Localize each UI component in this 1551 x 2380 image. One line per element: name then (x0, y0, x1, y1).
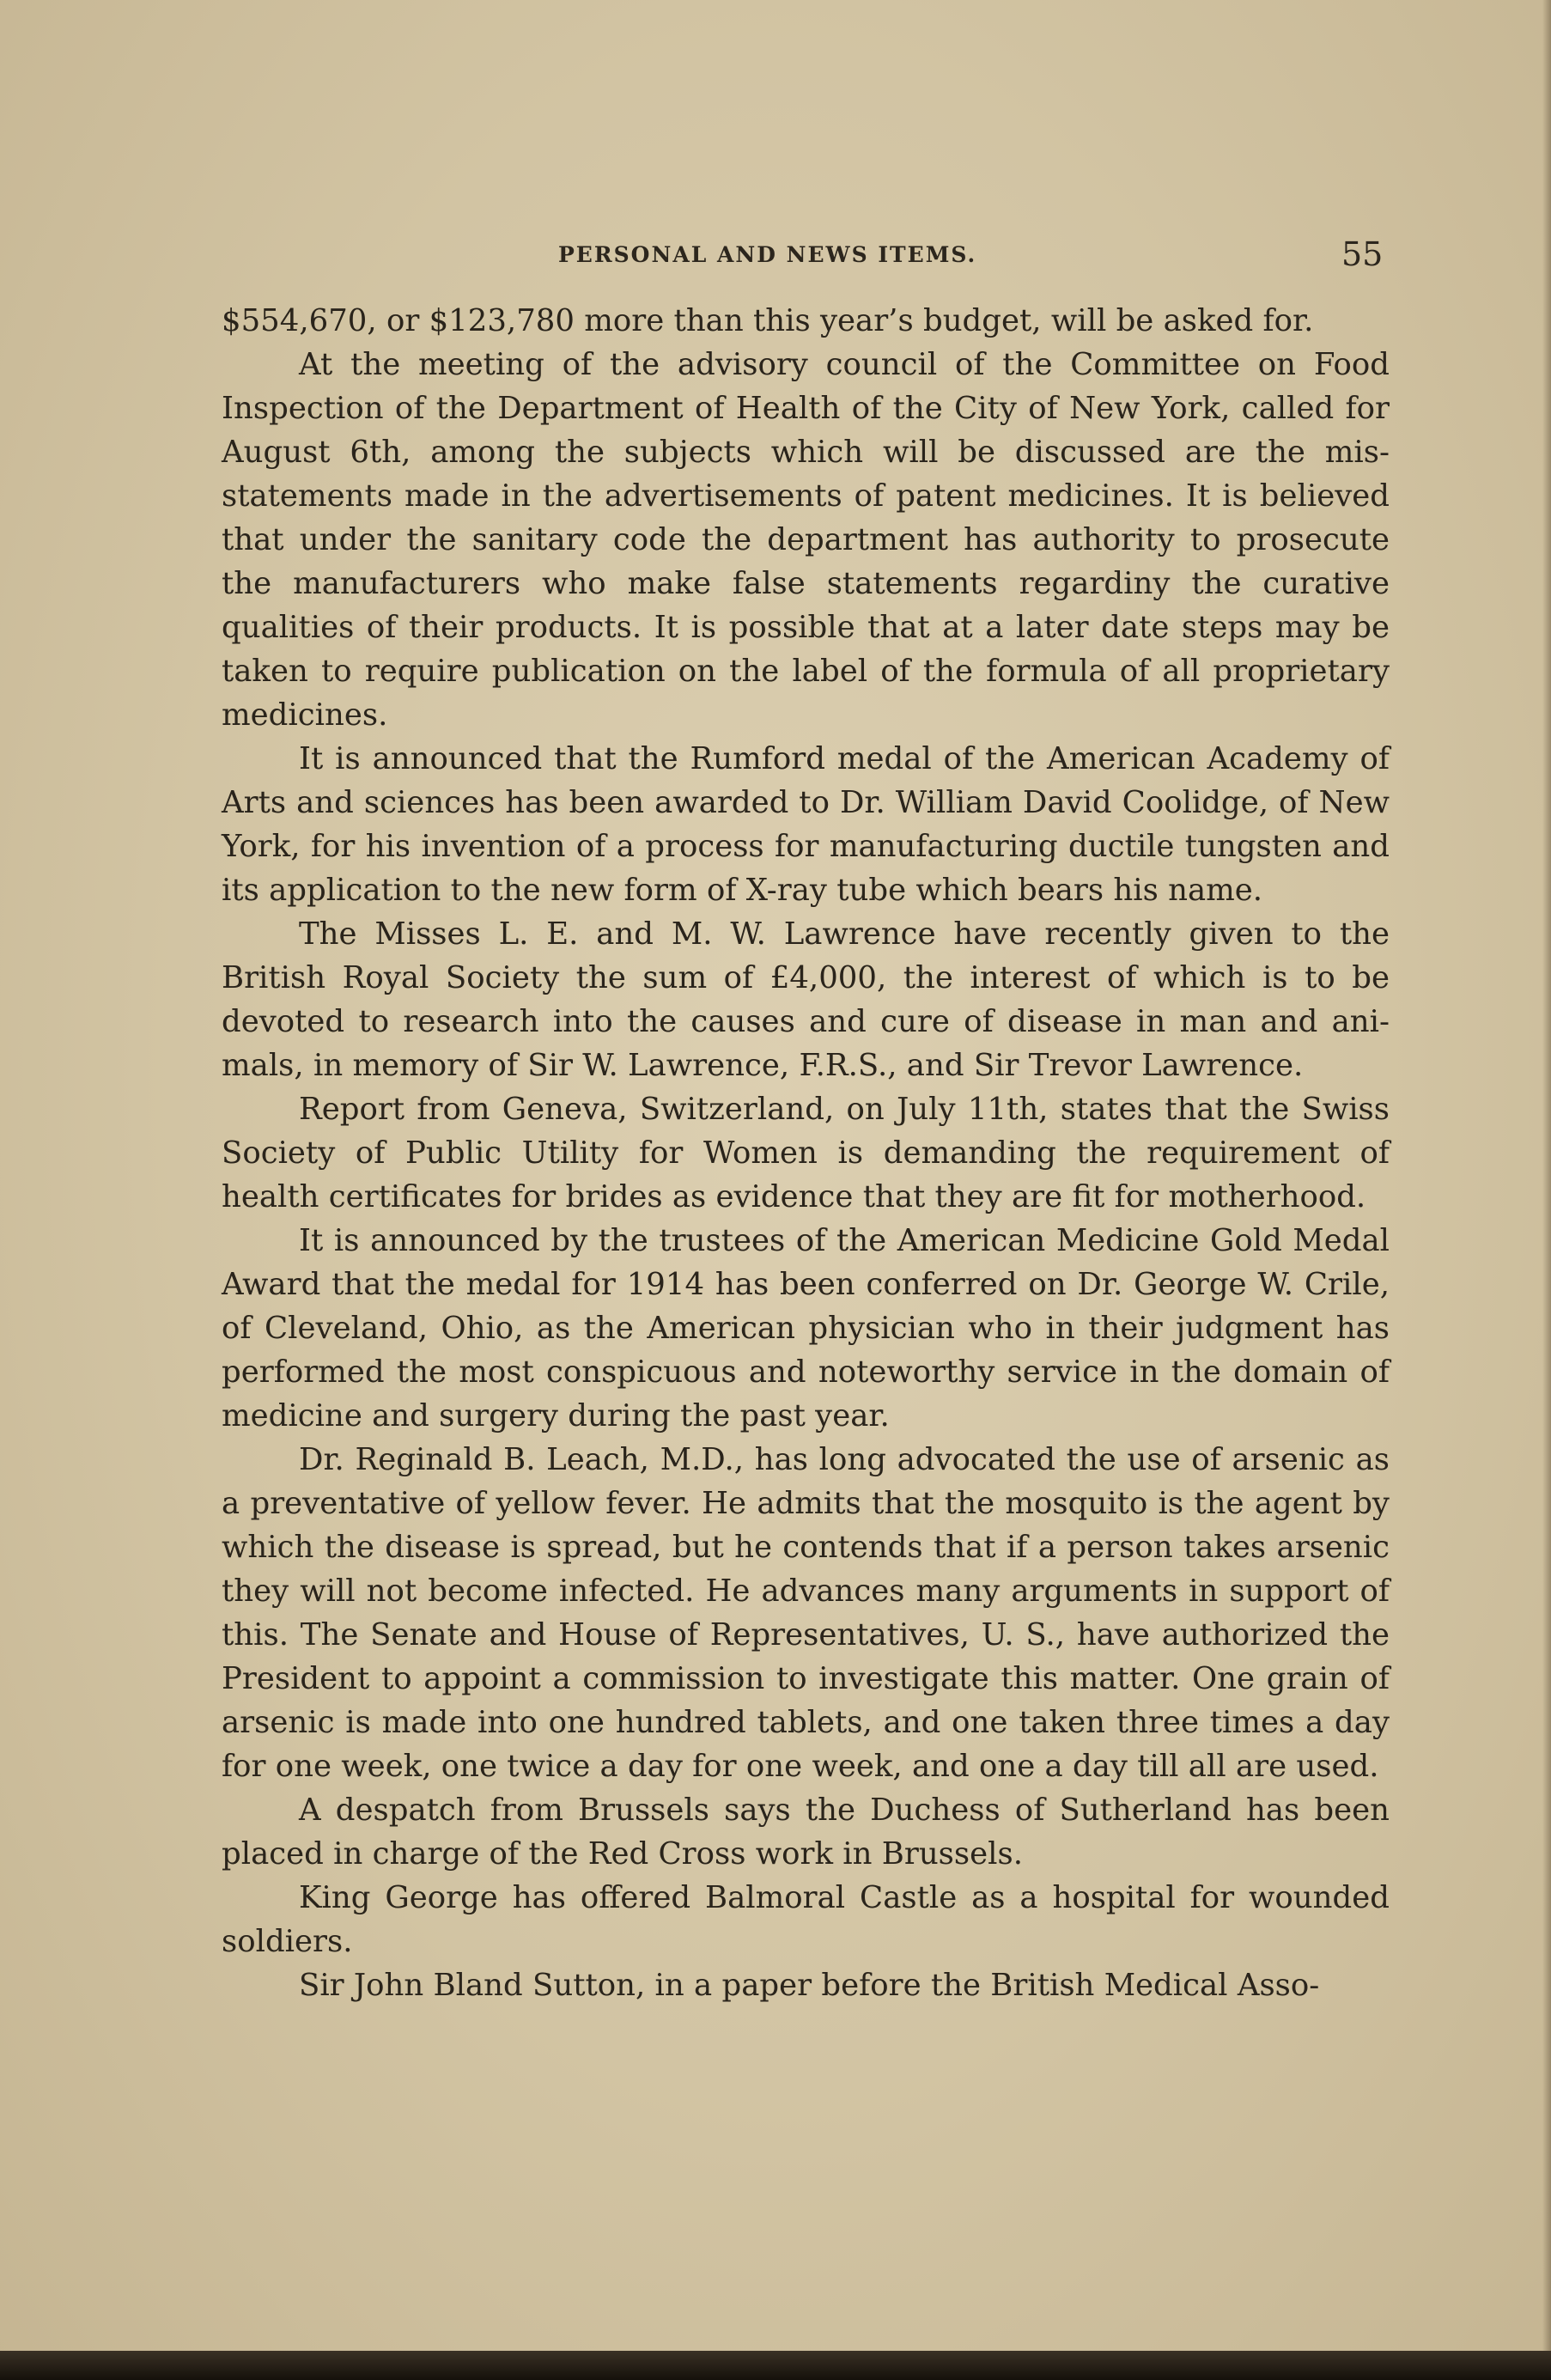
paragraph-bland-sutton: Sir John Bland Sutton, in a paper before the British Medical Asso- (299, 1968, 1320, 2003)
paragraph-rumford-medal: It is announced that the Rumford medal of the American Academy of Arts and sciences has been awarded to Dr. William David Coolidge, of New York, for his invention of a process for manufacturing ductile tungsten and its application to the new form of X-ray tube which bears his name. (222, 741, 1390, 908)
running-head: PERSONAL AND NEWS ITEMS. (558, 242, 977, 267)
paragraph-budget: $554,670, or $123,780 more than this year’s budget, will be asked for. (222, 303, 1314, 338)
body-text (222, 299, 1390, 2007)
paragraph-food-inspection: At the meeting of the advisory council of the Committee on Food Inspection of the Department of Health of the City of New York, called for August 6th, among the subjects which will be discussed are the misstatements made in the advertisements of patent medicines. It is believed that under the sanitary code the department has authority to prosecute the manufacturers who make false statements regardiny the curative qualities of their products. It is possible that at a later date steps may be taken to require publication on the label of the formula of all proprietary medicines. (222, 347, 1390, 733)
paragraph-brussels-red-cross: A despatch from Brussels says the Duchess of Sutherland has been placed in charge of the Red Cross work in Brussels. (222, 1793, 1390, 1872)
paragraph-balmoral-castle: King George has offered Balmoral Castle as a hospital for wounded soldiers. (222, 1880, 1390, 1959)
paragraph-lawrence-gift: The Misses L. E. and M. W. Lawrence have recently given to the British Royal Society the sum of £4,000, the interest of which is to be devoted to research into the causes and cure of disease in man and animals, in memory of Sir W. Lawrence, F.R.S., and Sir Trevor Lawrence. (222, 916, 1390, 1083)
paragraph-arsenic-yellow-fever: Dr. Reginald B. Leach, M.D., has long advocated the use of arsenic as a preventative of yellow fever. He admits that the mosquito is the agent by which the disease is spread, but he contends that if a person takes arsenic they will not become infected. He advances many arguments in support of this. The Senate and House of Representatives, U. S., have authorized the President to appoint a commission to investigate this matter. One grain of arsenic is made into one hundred tablets, and one taken three times a day for one week, one twice a day for one week, and one a day till all are used. (222, 1442, 1390, 1784)
paragraph-gold-medal-award: It is announced by the trustees of the American Medicine Gold Medal Award that the medal for 1914 has been conferred on Dr. George W. Crile, of Cleveland, Ohio, as the American physician who in their judgment has performed the most conspicuous and noteworthy service in the domain of medicine and surgery during the past year. (222, 1223, 1390, 1433)
page-number: 55 (1341, 235, 1384, 273)
page-bottom-edge (0, 2351, 1551, 2380)
paragraph-geneva-report: Report from Geneva, Switzerland, on July 11th, states that the Swiss Society of Public Utility for Women is demanding the requirement of health certificates for brides as evidence that they are fit for motherhood. (222, 1092, 1390, 1214)
page-right-shadow (1542, 0, 1551, 2380)
